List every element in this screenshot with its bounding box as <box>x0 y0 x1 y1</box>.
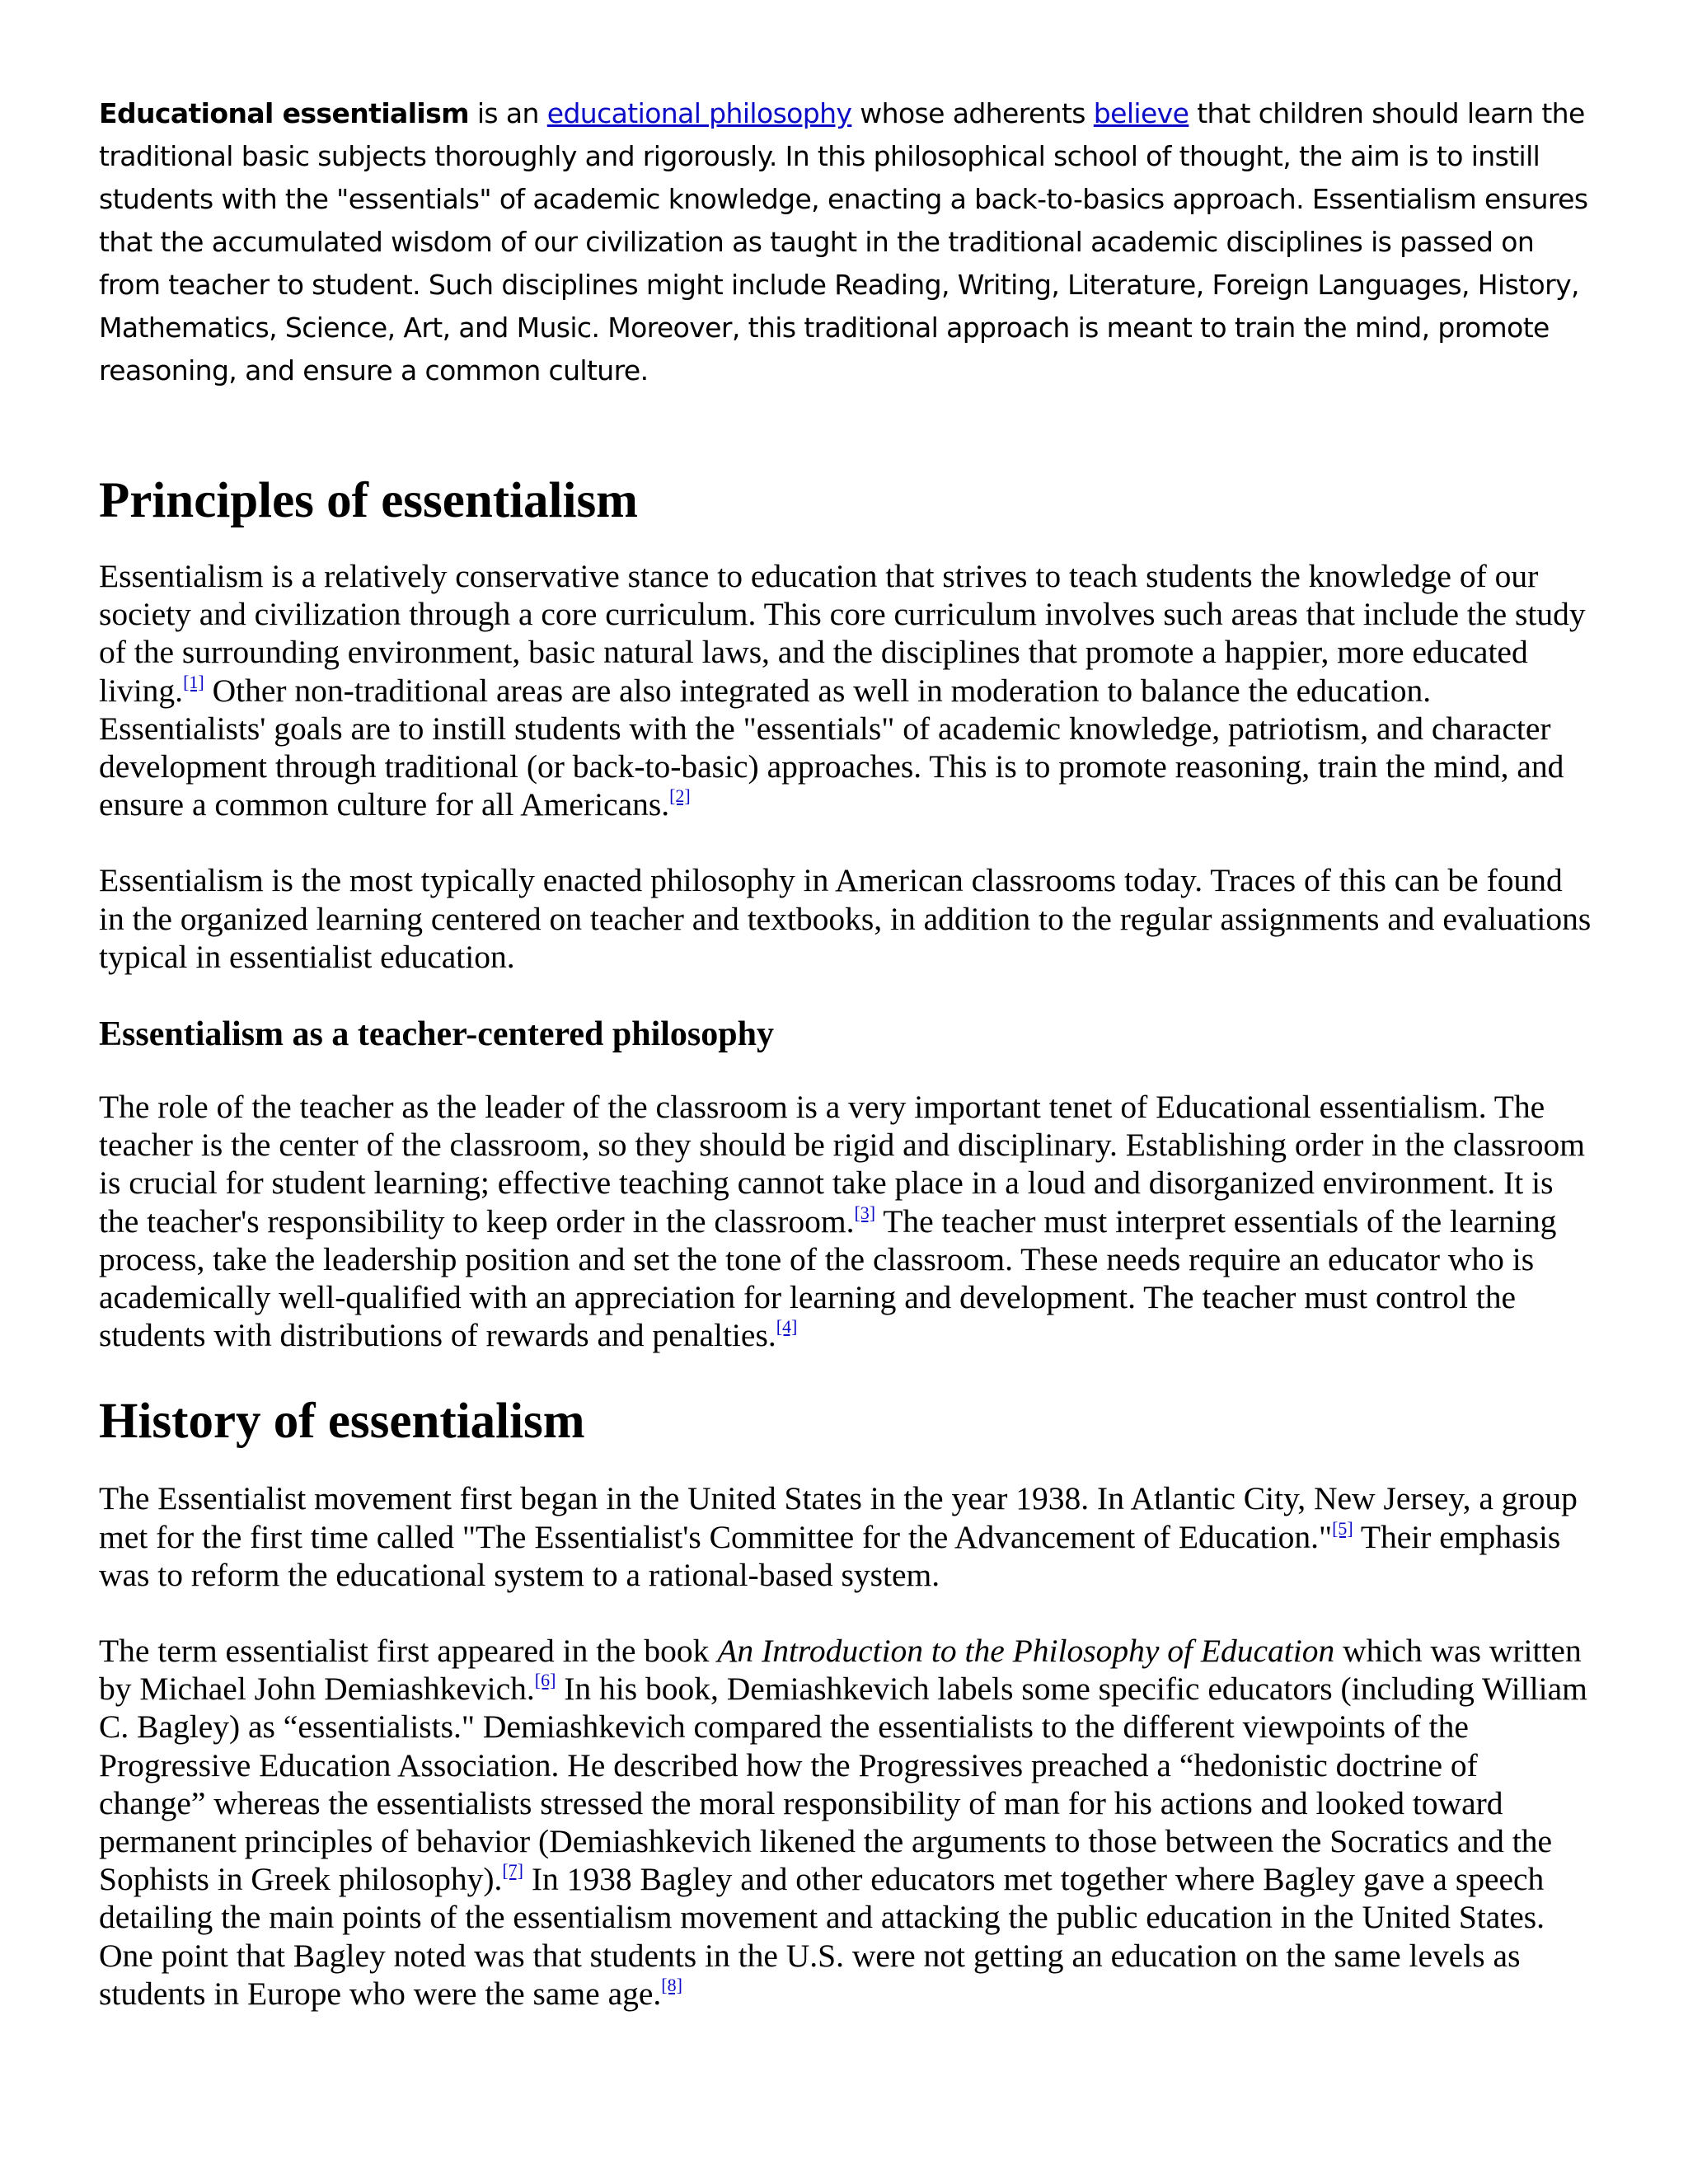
intro-paragraph <box>99 92 1592 392</box>
history-p2-text-a: The term essentialist first appeared in the book <box>99 1633 718 1670</box>
history-p1-text-b: Their emphasis was to reform the educational system to a rational-based system. <box>99 1518 1561 1593</box>
citation-4-link[interactable]: [4] <box>776 1316 798 1338</box>
history-paragraph-2 <box>99 1632 1592 2013</box>
teacher-p1-text-a: The role of the teacher as the leader of the classroom is a very important tenet of Educational essentialism. The teacher is the center of the classroom, so they should be rigid and disciplinary. Establishing order in the classroom is crucial for student learning; effective teaching cannot take place in a loud and disorganized environment. It is the teacher's responsibility to keep order in the classroom. <box>99 1089 1585 1240</box>
teacher-centered-heading: Essentialism as a teacher-centered philosophy <box>99 1015 774 1054</box>
citation-2 <box>669 785 691 806</box>
principles-paragraph-1 <box>99 557 1592 823</box>
intro-text-1: is an <box>468 97 547 129</box>
citation-1 <box>183 672 204 692</box>
history-p2-text-d: In 1938 Bagley and other educators met together where Bagley gave a speech detailing the main points of the essentialism movement and attacking the public education in the United States. One point that Bagley noted was that students in the U.S. were not getting an education on the same levels as students in Europe who were the same age. <box>99 1861 1545 2012</box>
citation-7-link[interactable]: [7] <box>502 1860 524 1882</box>
principles-heading: Principles of essentialism <box>99 473 638 528</box>
principles-p1-text-a: Essentialism is a relatively conservative stance to education that strives to teach students the knowledge of our society and civilization through a core curriculum. This core curriculum involves such areas that include the study of the surrounding environment, basic natural laws, and the disciplines that promote a happier, more educated living. <box>99 558 1586 709</box>
citation-5-link[interactable]: [5] <box>1332 1517 1353 1539</box>
history-p2-text-c: In his book, Demiashkevich labels some specific educators (including William C. Bagley) as “essentialists." Demiashkevich compared the essentialists to the different viewpoints of the Progressive Education Association. He described how the Progressives preached a “hedonistic doctrine of change” whereas the essentialists stressed the moral responsibility of man for his actions and looked toward permanent principles of behavior (Demiashkevich likened the arguments to those between the Socratics and the Sophists in Greek philosophy). <box>99 1671 1587 1898</box>
intro-term: Educational essentialism <box>99 97 469 129</box>
book-title: An Introduction to the Philosophy of Education <box>717 1633 1335 1670</box>
teacher-paragraph <box>99 1088 1592 1354</box>
believe-link[interactable]: believe <box>1093 97 1189 129</box>
educational-philosophy-link[interactable]: educational philosophy <box>546 97 852 129</box>
history-p1-text-a: The Essentialist movement first began in the United States in the year 1938. In Atlantic City, New Jersey, a group met for the first time called "The Essentialist's Committee for the Advancement of Education." <box>99 1480 1578 1555</box>
history-paragraph-1 <box>99 1479 1592 1594</box>
citation-3 <box>854 1202 875 1223</box>
citation-3-link[interactable]: [3] <box>854 1202 876 1223</box>
citation-4 <box>776 1316 798 1337</box>
history-p2-text-b: which was written by Michael John Demiashkevich. <box>99 1633 1582 1708</box>
teacher-p1-text-b: The teacher must interpret essentials of the learning process, take the leadership position and set the tone of the classroom. These needs require an educator who is academically well-qualified with an appreciation for learning and development. The teacher must control the students with distributions of rewards and penalties. <box>99 1202 1557 1354</box>
article <box>99 92 1592 2013</box>
principles-paragraph-2: Essentialism is the most typically enacted philosophy in American classrooms today. Traces of this can be found in the organized learning centered on teacher and textbooks, in addition to the regular assignments and evaluations typical in essentialist education. <box>99 862 1592 975</box>
principles-p1-text-b: Other non-traditional areas are also integrated as well in moderation to balance the education. Essentialists' goals are to instill students with the "essentials" of academic knowledge, patriotism, and character development through traditional (or back-to-basic) approaches. This is to promote reasoning, train the mind, and ensure a common culture for all Americans. <box>99 672 1564 823</box>
citation-1-link[interactable]: [1] <box>183 671 204 692</box>
citation-6 <box>535 1670 556 1690</box>
citation-2-link[interactable]: [2] <box>669 785 691 807</box>
intro-text-3: that children should learn the traditional basic subjects thoroughly and rigorously. In this philosophical school of thought, the aim is to instill students with the "essentials" of academic knowledge, enacting a back-to-basics approach. Essentialism ensures that the accumulated wisdom of our civilization as taught in the traditional academic disciplines is passed on from teacher to student. Such disciplines might include Reading, Writing, Literature, Foreign Languages, History, Mathematics, Science, Art, and Music. Moreover, this traditional approach is meant to train the mind, promote reasoning, and ensure a common culture. <box>99 97 1588 387</box>
history-heading: History of essentialism <box>99 1394 585 1450</box>
citation-6-link[interactable]: [6] <box>534 1670 556 1691</box>
citation-5 <box>1332 1518 1353 1539</box>
citation-8-link[interactable]: [8] <box>661 1974 682 1995</box>
citation-7 <box>502 1860 523 1881</box>
citation-8 <box>661 1975 682 1995</box>
intro-text-2: whose adherents <box>851 97 1094 129</box>
